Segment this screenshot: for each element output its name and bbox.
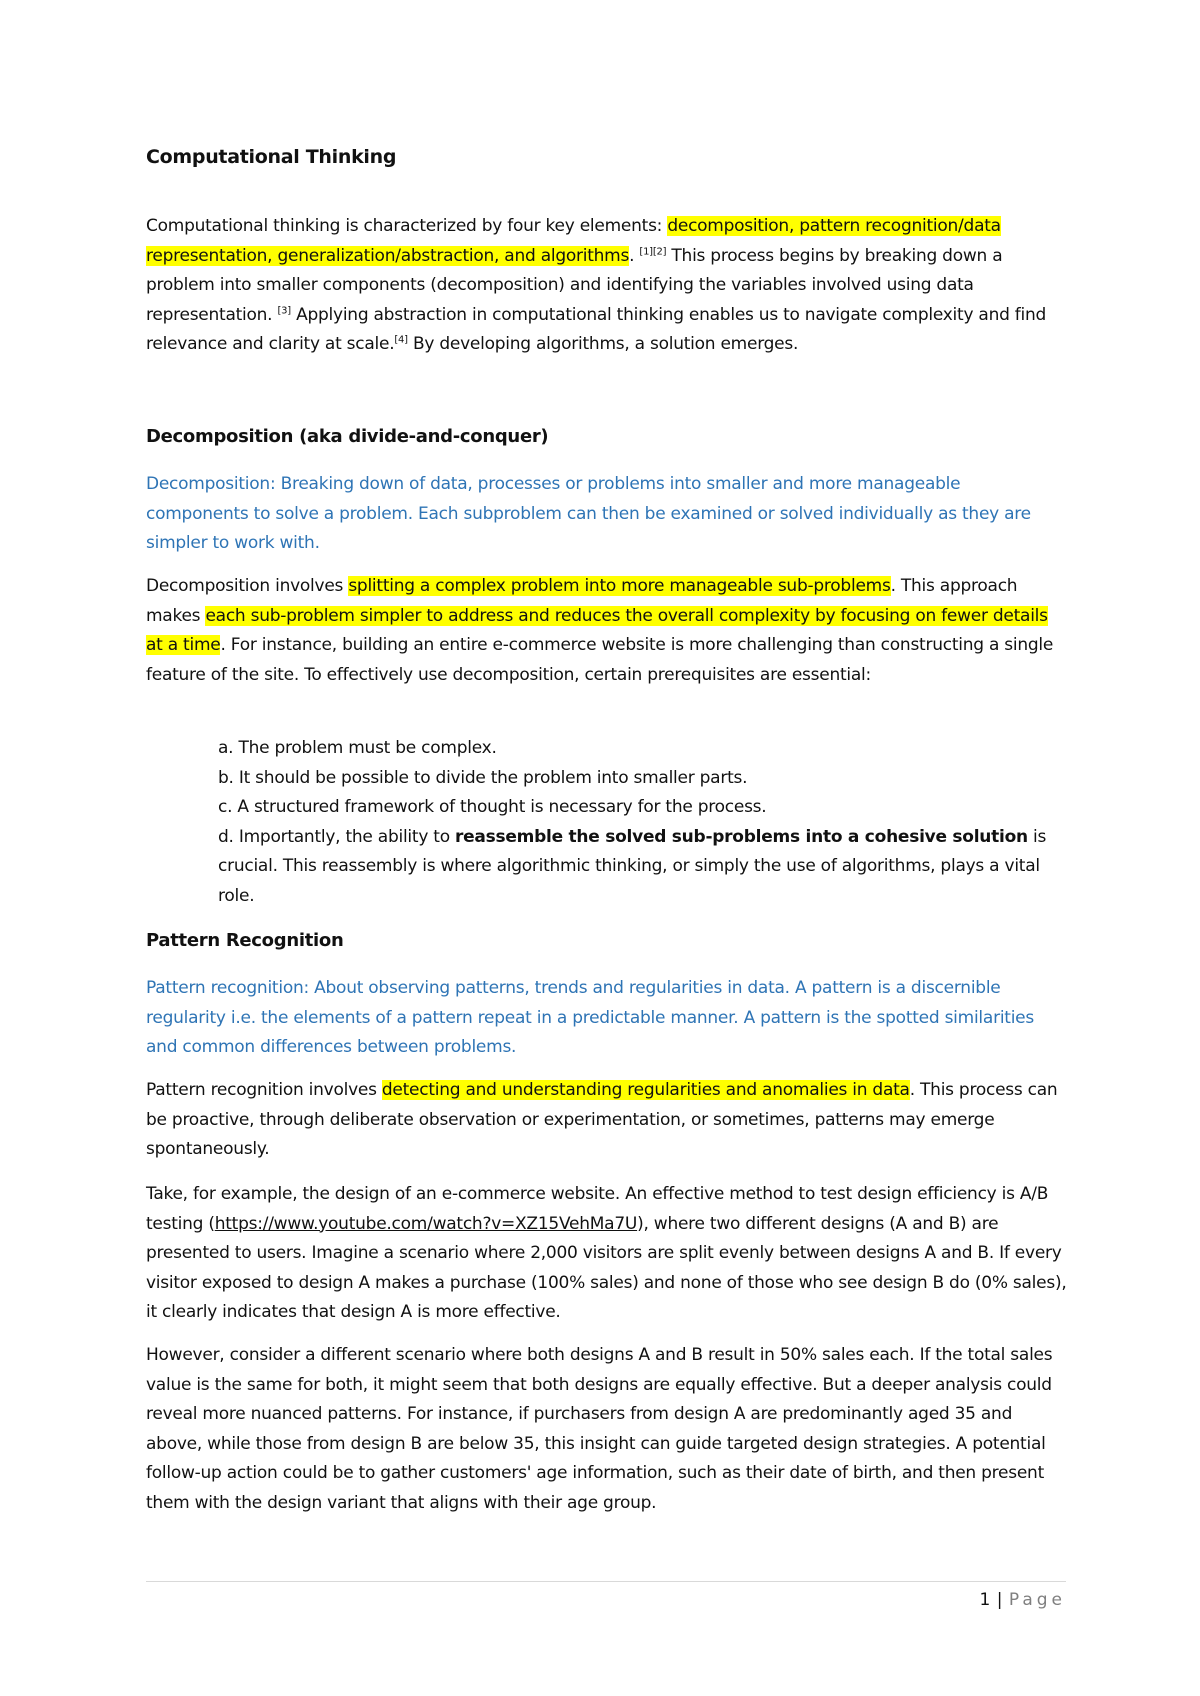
- list-item: a. The problem must be complex.: [218, 738, 497, 758]
- list-item: b. It should be possible to divide the problem into smaller parts.: [218, 767, 748, 788]
- pattern-paragraph-1: [146, 1076, 1068, 1165]
- list-item-text: is crucial. This reassembly is where algorithmic thinking, or simply the use of algorithms, plays a vital role.: [218, 826, 1047, 906]
- document-title: Computational Thinking: [146, 146, 397, 168]
- paragraph-text: Decomposition involves: [146, 576, 349, 596]
- decomposition-paragraph: [146, 572, 1068, 690]
- pattern-paragraph-2: [146, 1180, 1068, 1328]
- decomposition-heading: Decomposition (aka divide-and-conquer): [146, 426, 549, 447]
- intro-paragraph: [146, 212, 1068, 360]
- list-item-text: d. Importantly, the ability to: [218, 826, 455, 847]
- citation-ref[interactable]: [3]: [277, 304, 291, 316]
- paragraph-highlight: detecting and understanding regularities and anomalies in data: [381, 1080, 910, 1100]
- citation-ref[interactable]: [4]: [394, 334, 408, 346]
- footer-divider: [146, 1581, 1066, 1582]
- page-label: Page: [1008, 1590, 1066, 1610]
- paragraph-text: Pattern recognition involves: [146, 1080, 382, 1100]
- intro-text: Computational thinking is characterized by four key elements:: [146, 216, 668, 236]
- intro-highlight: decomposition, pattern recognition/data representation, generalization/abstraction, and algorithms: [146, 216, 1001, 266]
- youtube-link[interactable]: https://www.youtube.com/watch?v=XZ15VehMa7U: [214, 1213, 638, 1234]
- intro-text: .: [629, 245, 640, 266]
- pattern-definition: Pattern recognition: About observing patterns, trends and regularities in data. A pattern is a discernible regularity i.e. the elements of a pattern repeat in a predictable manner. A pattern is the spotted similarities and common differences between problems.: [146, 978, 1034, 1057]
- decomposition-definition: Decomposition: Breaking down of data, processes or problems into smaller and more manageable components to solve a problem. Each subproblem can then be examined or solved individually as they are simpler to work with.: [146, 474, 1031, 553]
- intro-text: Applying abstraction in computational thinking enables us to navigate complexity and find relevance and clarity at scale.: [146, 304, 1047, 354]
- paragraph-highlight: splitting a complex problem into more manageable sub-problems: [348, 576, 891, 596]
- page-footer: [979, 1590, 1066, 1610]
- list-item-bold: reassemble the solved sub-problems into a cohesive solution: [455, 826, 1028, 847]
- paragraph-text: ), where two different designs (A and B) are presented to users. Imagine a scenario where 2,000 visitors are split evenly between designs A and B. If every visitor exposed to design A makes a purchase (100% sales) and none of those who see design B do (0% sales), it clearly indicates that design A is more effective.: [146, 1213, 1067, 1322]
- paragraph-text: . This approach makes: [146, 576, 1018, 626]
- intro-text: This process begins by breaking down a problem into smaller components (decomposition) and identifying the variables involved using data representation.: [146, 245, 1003, 325]
- paragraph-text: . This process can be proactive, through deliberate observation or experimentation, or sometimes, patterns may emerge spontaneously.: [146, 1080, 1058, 1159]
- pattern-paragraph-3: However, consider a different scenario where both designs A and B result in 50% sales each. If the total sales value is the same for both, it might seem that both designs are equally effective. But a deeper analysis could reveal more nuanced patterns. For instance, if purchasers from design A are predominantly aged 35 and above, while those from design B are below 35, this insight can guide targeted design strategies. A potential follow-up action could be to gather customers' age information, such as their date of birth, and then present them with the design variant that aligns with their age group.: [146, 1345, 1053, 1513]
- citation-ref[interactable]: [1][2]: [639, 245, 667, 257]
- paragraph-highlight: each sub-problem simpler to address and reduces the overall complexity by focusing on fewer details at a time: [146, 605, 1048, 655]
- paragraph-text: . For instance, building an entire e-commerce website is more challenging than constructing a single feature of the site. To effectively use decomposition, certain prerequisites are essential:: [146, 635, 1054, 685]
- intro-text: By developing algorithms, a solution emerges.: [407, 334, 799, 354]
- list-item: c. A structured framework of thought is necessary for the process.: [218, 797, 767, 817]
- paragraph-text: Take, for example, the design of an e-commerce website. An effective method to test design efficiency is A/B testing (: [146, 1184, 1049, 1234]
- prerequisites-list: [218, 734, 1078, 911]
- pattern-heading: Pattern Recognition: [146, 930, 344, 951]
- list-item: [218, 823, 1078, 912]
- page-separator: |: [996, 1590, 1003, 1610]
- page-number: 1: [979, 1590, 991, 1610]
